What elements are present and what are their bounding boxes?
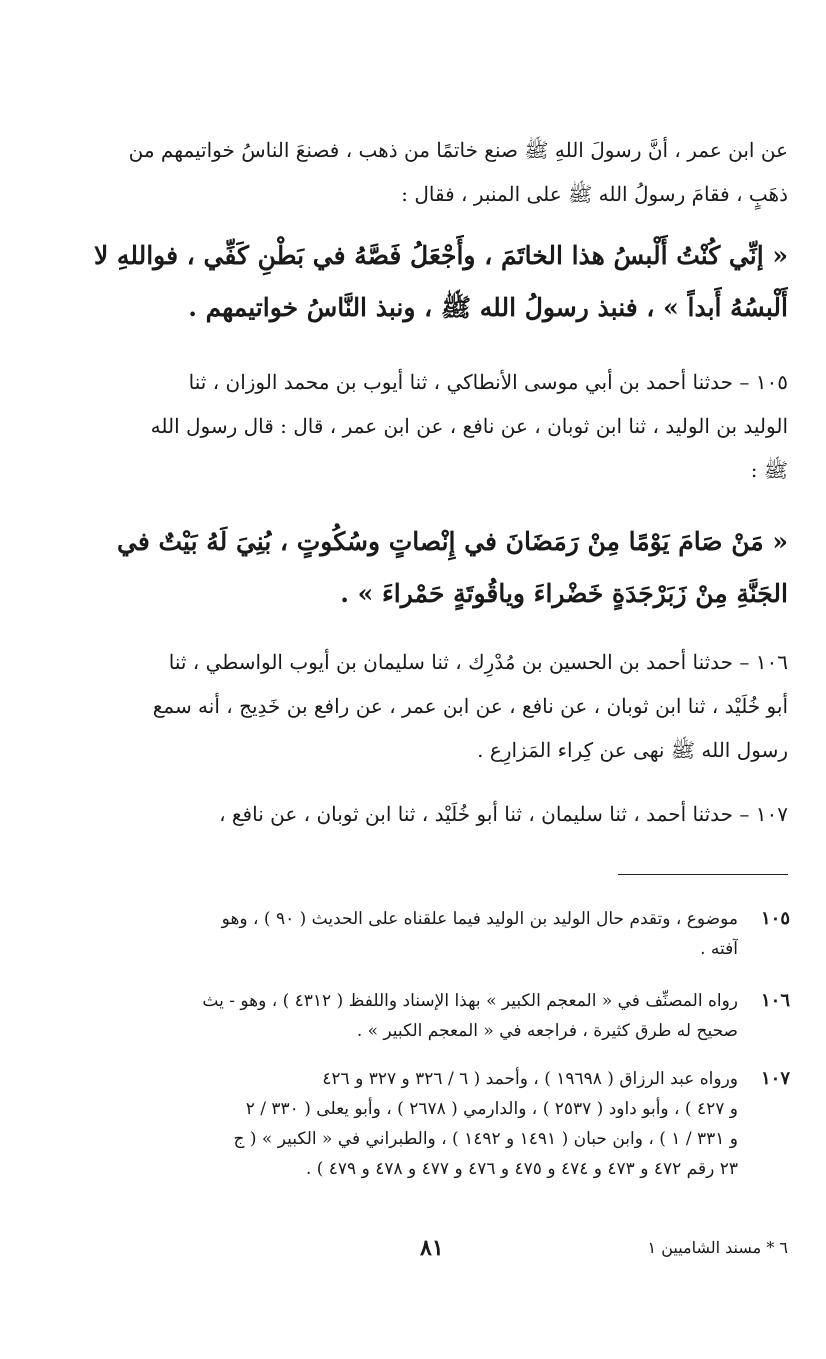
footnote-separator xyxy=(618,874,788,875)
text-line: ١٠٧ – حدثنا أحمد ، ثنا سليمان ، ثنا أبو خُلَيْد ، ثنا ابن ثوبان ، عن نافع ، xyxy=(219,802,788,826)
footnote-106 xyxy=(48,986,738,1046)
text-line: عن ابن عمر ، أنَّ رسولَ اللهِ ﷺ صنع خاتمًا من ذهب ، فصنعَ الناسُ خواتيمهم من xyxy=(128,138,788,162)
hadith-quote-1 xyxy=(38,230,788,334)
text-line: ﷺ : xyxy=(750,458,788,482)
footnote-number: ١٠٥ xyxy=(760,908,790,929)
body-paragraph-1 xyxy=(38,128,788,216)
text-line: « مَنْ صَامَ يَوْمًا مِنْ رَمَضَانَ في إِنْصاتٍ وسُكُوتٍ ، بُنِيَ لَهُ بَيْتٌ في xyxy=(116,527,788,556)
text-line: ٢٣ رقم ٤٧٢ و ٤٧٣ و ٤٧٤ و ٤٧٥ و ٤٧٦ و ٤٧٧ و ٤٧٨ و ٤٧٩ ) . xyxy=(305,1159,738,1179)
running-title: ٦ * مسند الشاميين ١ xyxy=(647,1238,788,1257)
hadith-107-isnad xyxy=(38,792,788,836)
hadith-105-isnad xyxy=(38,360,788,492)
text-line: و ٣٣١ / ١ ) ، وابن حبان ( ١٤٩١ و ١٤٩٢ ) ، والطبراني في « الكبير » ( ج xyxy=(233,1129,738,1149)
text-line: أَلْبسُهُ أَبداً » ، فنبذ رسولُ الله ﷺ ، ونبذ النَّاسُ خواتيمهم . xyxy=(188,293,788,322)
footnote-number: ١٠٦ xyxy=(760,990,790,1011)
text-line: ذهَبٍ ، فقامَ رسولُ الله ﷺ على المنبر ، فقال : xyxy=(401,182,788,206)
hadith-quote-2 xyxy=(38,516,788,620)
page-number: ٨١ xyxy=(420,1235,444,1261)
text-line: آفته . xyxy=(700,939,738,959)
footnote-105 xyxy=(48,904,738,964)
text-line: ١٠٦ – حدثنا أحمد بن الحسين بن مُدْرِك ، ثنا سليمان بن أيوب الواسطي ، ثنا xyxy=(168,650,788,674)
text-line: رواه المصنِّف في « المعجم الكبير » بهذا الإسناد واللفظ ( ٤٣١٢ ) ، وهو - يث xyxy=(202,991,738,1011)
hadith-106 xyxy=(38,640,788,772)
text-line: صحيح له طرق كثيرة ، فراجعه في « المعجم الكبير » . xyxy=(356,1021,738,1041)
text-line: رسول الله ﷺ نهى عن كِراء المَزارِع . xyxy=(477,738,788,762)
text-line: ١٠٥ – حدثنا أحمد بن أبي موسى الأنطاكي ، ثنا أيوب بن محمد الوزان ، ثنا xyxy=(188,370,788,394)
text-line: و ٤٢٧ ) ، وأبو داود ( ٢٥٣٧ ) ، والدارمي ( ٢٦٧٨ ) ، وأبو يعلى ( ٣٣٠ / ٢ xyxy=(245,1099,738,1119)
text-line: الوليد بن الوليد ، ثنا ابن ثوبان ، عن نافع ، عن ابن عمر ، قال : قال رسول الله xyxy=(150,414,788,438)
text-line: الجَنَّةِ مِنْ زَبَرْجَدَةٍ خَضْراءَ وياقُوتَةٍ حَمْراءَ » . xyxy=(340,579,788,608)
text-line: موضوع ، وتقدم حال الوليد بن الوليد فيما علقناه على الحديث ( ٩٠ ) ، وهو xyxy=(221,909,738,929)
footnote-107 xyxy=(48,1064,738,1184)
text-line: « إنِّي كُنْتُ أَلْبسُ هذا الخاتَمَ ، وأَجْعَلُ فَصَّهُ في بَطْنِ كَفِّي ، فواللهِ لا xyxy=(93,241,788,270)
footnote-number: ١٠٧ xyxy=(760,1068,790,1089)
text-line: أبو خُلَيْد ، ثنا ابن ثوبان ، عن نافع ، عن ابن عمر ، عن رافع بن خَدِيج ، أنه سمع xyxy=(152,694,788,718)
text-line: ورواه عبد الرزاق ( ١٩٦٩٨ ) ، وأحمد ( ٦ / ٣٢٦ و ٣٢٧ و ٤٢٦ xyxy=(322,1069,738,1089)
